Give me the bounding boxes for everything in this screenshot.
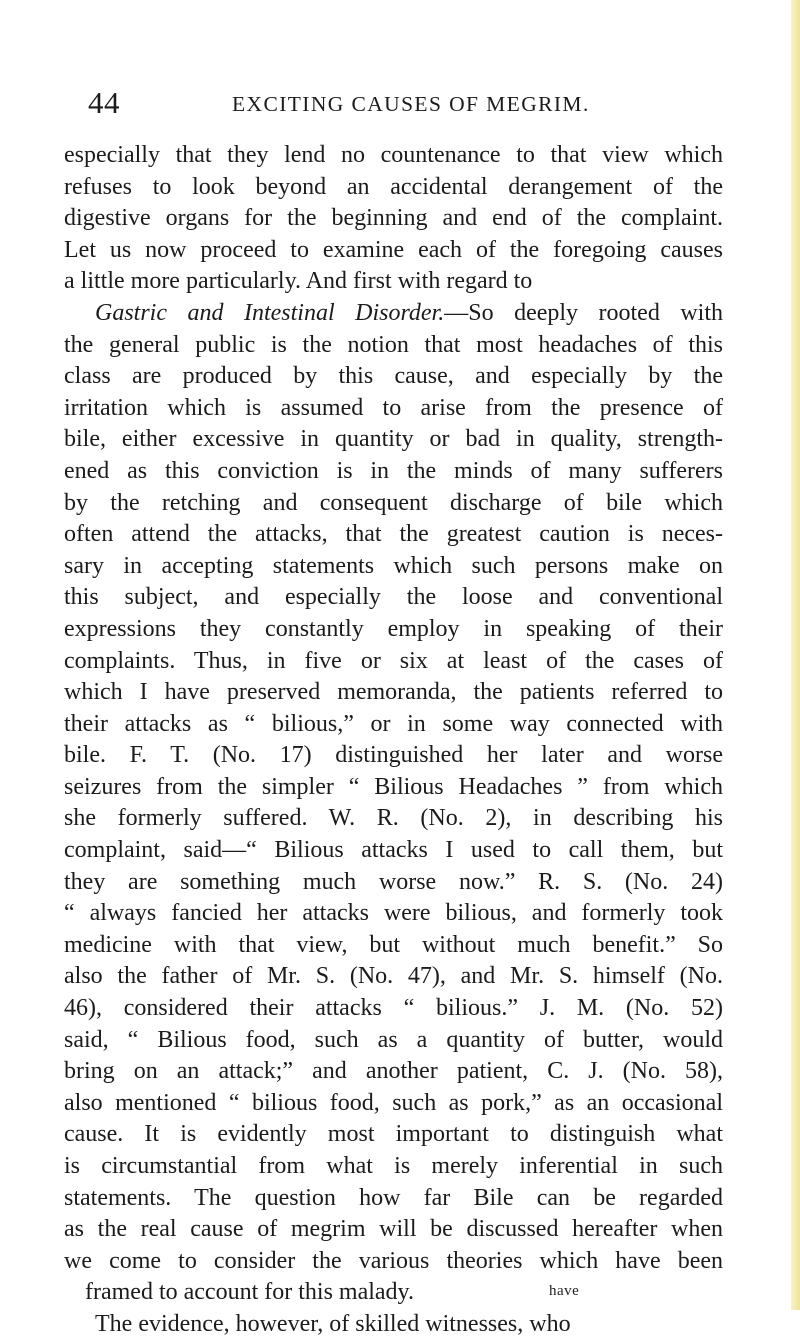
text-line: bile, either excessive in quantity or bad in quality, strength- — [64, 426, 723, 453]
text-line — [64, 298, 723, 330]
text-line: is circumstantial from what is merely inferential in such — [64, 1153, 723, 1179]
text-line: expressions they constantly employ in speaking of their — [64, 615, 723, 642]
text-line: a little more particularly. And first with regard to — [64, 268, 533, 295]
text-line: also mentioned “ bilious food, such as pork,” as an occasional — [64, 1089, 723, 1116]
text-line: this subject, and especially the loose and conventional — [64, 584, 723, 611]
text-line: we come to consider the various theories which have been — [64, 1247, 723, 1274]
text-line: bile. F. T. (No. 17) distinguished her later and worse — [64, 742, 723, 769]
running-head: EXCITING CAUSES OF MEGRIM. — [232, 92, 590, 116]
text-line: Let us now proceed to examine each of the foregoing causes — [64, 236, 723, 263]
text-line: their attacks as “ bilious,” or in some way connected with — [64, 710, 723, 737]
text-line: 46), considered their attacks “ bilious.” J. M. (No. 52) — [64, 995, 723, 1022]
text-line: seizures from the simpler “ Bilious Headaches ” from which — [64, 773, 723, 800]
text-line: she formerly suffered. W. R. (No. 2), in describing his — [64, 805, 723, 832]
paragraph-gastric — [64, 298, 723, 1309]
page-header — [88, 86, 728, 120]
text-line: refuses to look beyond an accidental derangement of the — [64, 173, 723, 200]
text-line: especially that they lend no countenance to that view which — [64, 142, 723, 168]
text-line: complaints. Thus, in five or six at least of the cases of — [64, 647, 723, 674]
text-line: as the real cause of megrim will be discussed hereafter when — [64, 1216, 723, 1243]
text-line: framed to account for this malady. — [85, 1279, 414, 1306]
text-line: sary in accepting statements which such persons make on — [64, 552, 723, 579]
text-line: bring on an attack;” and another patient, C. J. (No. 58), — [64, 1058, 723, 1085]
text-line: said, “ Bilious food, such as a quantity of butter, would — [64, 1026, 723, 1053]
page-number: 44 — [88, 85, 120, 120]
text-line: ened as this conviction is in the minds of many sufferers — [64, 457, 723, 484]
text-line: irritation which is assumed to arise from the presence of — [64, 394, 723, 421]
text-line: by the retching and consequent discharge of bile which — [64, 489, 723, 516]
page-edge — [791, 0, 800, 1310]
text-line: “ always fancied her attacks were bilious, and formerly took — [64, 900, 723, 927]
paragraph-intro — [64, 140, 723, 298]
trailing-word: have — [549, 1283, 580, 1299]
paragraph-evidence — [64, 1309, 723, 1341]
text-line: class are produced by this cause, and especially by the — [64, 363, 723, 390]
text-line: medicine with that view, but without much benefit.” So — [64, 931, 723, 958]
section-heading: Gastric and Intestinal Disorder. — [95, 299, 445, 326]
text-line: complaint, said—“ Bilious attacks I used to call them, but — [64, 837, 723, 864]
heading-continuation: —So deeply rooted with — [444, 299, 723, 326]
text-line: statements. The question how far Bile can be regarded — [64, 1184, 723, 1211]
body-text — [64, 140, 723, 1341]
text-line: they are something much worse now.” R. S. (No. 24) — [64, 868, 723, 895]
text-line: which I have preserved memoranda, the patients referred to — [64, 679, 723, 706]
text-line: The evidence, however, of skilled witnesses, who — [95, 1310, 571, 1337]
text-line: the general public is the notion that most headaches of this — [64, 331, 723, 358]
text-line: often attend the attacks, that the greatest caution is neces- — [64, 521, 723, 548]
text-line: digestive organs for the beginning and end of the complaint. — [64, 205, 723, 232]
text-line: cause. It is evidently most important to distinguish what — [64, 1121, 723, 1148]
text-line: also the father of Mr. S. (No. 47), and Mr. S. himself (No. — [64, 963, 723, 990]
